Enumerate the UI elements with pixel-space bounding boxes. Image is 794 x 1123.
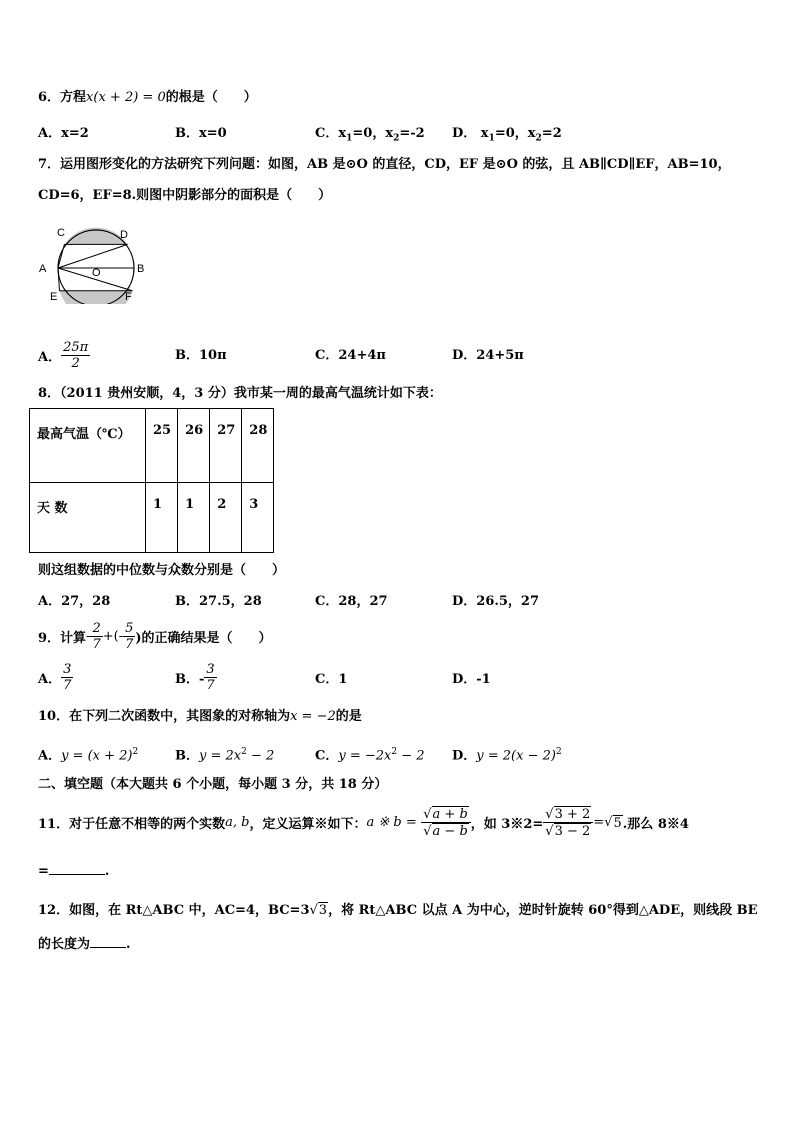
q6-prefix: 6．方程 (38, 90, 87, 105)
q8-table-row-temp (30, 409, 274, 483)
q12-answer-line: 的长度为 . (38, 937, 131, 952)
q9-stem: 9．计算- $\frac{2}{7}$ +(- $\frac{5}{7}$ )的正确结果是（ ） (38, 621, 272, 652)
q11-answer-line: = . (38, 864, 110, 879)
q11-stem: 11．对于任意不相等的两个实数a, b，定义运算※如下：a ※ b = $\frac{√a + b}{√a - b}$ ，如 3※2= $\frac{√3 + 2}{√3 - 2}$ =√5.那么 8※4 (38, 807, 689, 839)
q11-answer-blank[interactable] (49, 874, 105, 875)
q7-option-b: B．10π (175, 348, 227, 363)
q12-answer-blank[interactable] (90, 947, 126, 948)
q6-option-d: D． $x_1=0$，$x_2=2$ (452, 126, 562, 144)
q8-table-row-days (30, 483, 274, 553)
q9-option-d: D．-1 (452, 672, 491, 687)
q8-option-d: D．26.5，27 (452, 594, 540, 609)
q10-option-b: B．$y = 2x^2 - 2$ (175, 747, 275, 764)
q10-option-a: A．$y = (x + 2)^2$ (38, 747, 139, 764)
q10-option-d: D．$y = 2(x - 2)^2$ (452, 747, 562, 764)
q9-option-c: C．1 (315, 672, 348, 687)
q7-label-d: D (120, 229, 128, 241)
q8-table-cell: 1 (146, 483, 178, 553)
q6-option-c: C．$x_1=0$，$x_2=-2$ (315, 126, 425, 144)
q7-option-a: A． $\frac{25\pi}{2}$ (38, 340, 89, 371)
q7-label-f: F (125, 291, 132, 303)
q8-option-a: A．27，28 (38, 594, 111, 609)
q8-table-cell: 1 (178, 483, 210, 553)
q8-stem: 8．（2011 贵州安顺，4，3 分）我市某一周的最高气温统计如下表： (38, 386, 442, 401)
q8-question: 则这组数据的中位数与众数分别是（ ） (38, 563, 286, 578)
q10-option-c: C．$y = -2x^2 - 2$ (315, 747, 425, 764)
q9-option-a: A． $\frac{3}{7}$ (38, 662, 72, 693)
q6-option-b: B．x=0 (175, 126, 227, 141)
q6-option-a: A．x=2 (38, 126, 89, 141)
q8-table-header-temp: 最高气温（℃） (30, 409, 146, 483)
q7-circle-figure (36, 224, 148, 304)
q7-label-a: A (39, 263, 47, 275)
q8-table-header-days: 天 数 (30, 483, 146, 553)
q8-table-cell: 3 (242, 483, 274, 553)
q8-option-b: B．27.5，28 (175, 594, 262, 609)
q8-table-cell: 25 (146, 409, 178, 483)
q6-suffix: 的根是（ ） (165, 90, 257, 105)
q7-label-o: O (92, 267, 101, 279)
q7-option-d: D．24+5π (452, 348, 524, 363)
q7-stem-line2: CD=6，EF=8.则图中阴影部分的面积是（ ） (38, 188, 332, 203)
q12-stem: 12．如图，在 Rt△ABC 中，AC=4，BC=3√3，将 Rt△ABC 以点 A 为中心，逆时针旋转 60°得到△ADE，则线段 BE (38, 903, 758, 918)
q7-shade-bottom (60, 291, 133, 304)
section2-heading: 二、填空题（本大题共 6 个小题，每小题 3 分，共 18 分） (38, 777, 388, 792)
q8-temperature-table (29, 408, 274, 553)
q8-table-cell: 28 (242, 409, 274, 483)
q8-table-cell: 27 (210, 409, 242, 483)
q8-option-c: C．28，27 (315, 594, 388, 609)
q6-stem (38, 90, 257, 106)
q7-label-c: C (57, 227, 65, 239)
q7-stem-line1: 7．运用图形变化的方法研究下列问题：如图，AB 是⊙O 的直径，CD，EF 是⊙O 的弦，且 AB∥CD∥EF，AB=10， (38, 157, 731, 172)
q8-table-cell: 2 (210, 483, 242, 553)
q7-label-b: B (137, 263, 145, 275)
q10-stem: 10．在下列二次函数中，其图象的对称轴为x = −2的是 (38, 709, 362, 724)
q6-equation: x(x + 2) = 0 (86, 90, 166, 105)
q7-option-c: C．24+4π (315, 348, 386, 363)
q7-label-e: E (50, 291, 58, 303)
q9-option-b: B．- $\frac{3}{7}$ (175, 662, 215, 693)
q8-table-cell: 26 (178, 409, 210, 483)
